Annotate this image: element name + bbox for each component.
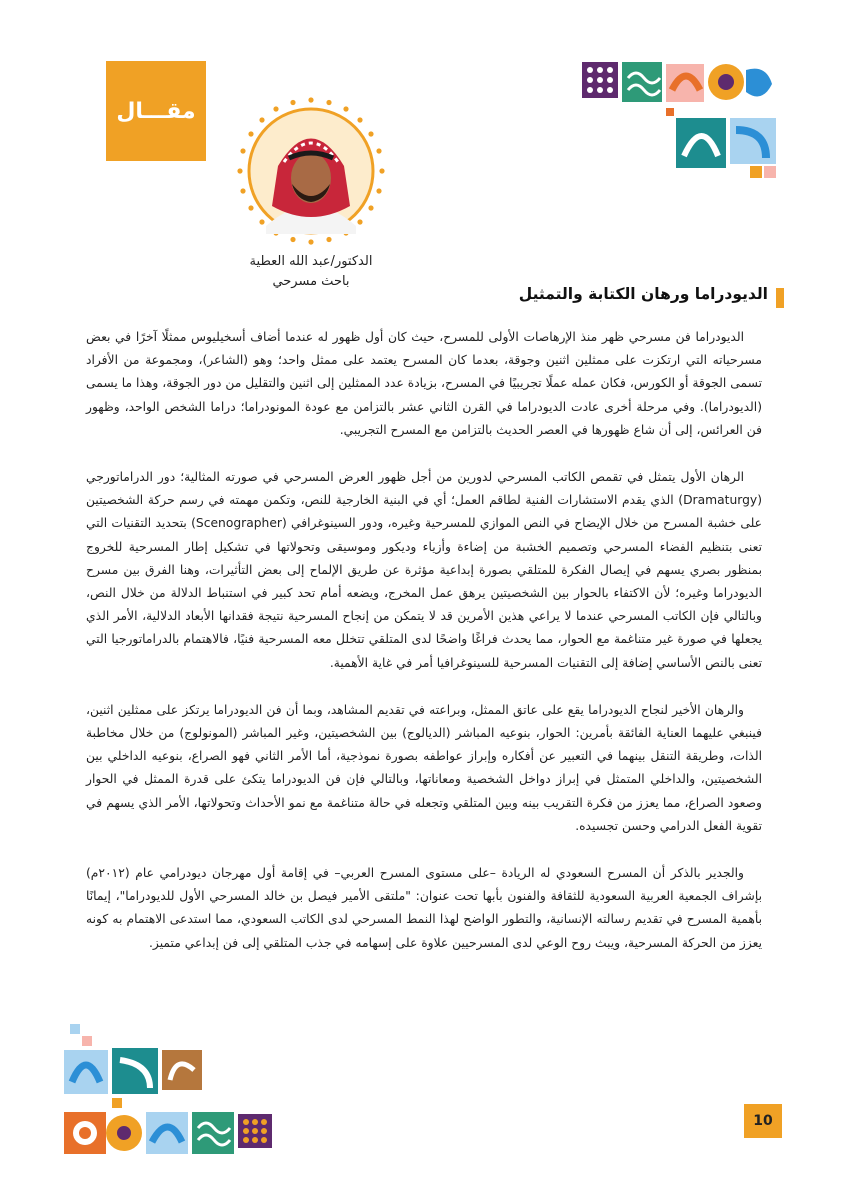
- article-paragraph: والجدير بالذكر أن المسرح السعودي له الريادة –على مستوى المسرح العربي– في إقامة أول مهرجان ديودرامي عام (٢٠١٢م) بإشراف الجمعية العربية السعودية للثقافة والفنون بأبها تحت عنوان: "ملتقى الأمير فيصل بن خالد المسرحي الأول للديودراما"، إيمانًا بأهمية المسرح في تقديم رسالته الإنسانية، والتطور الواضح لهذا النمط المسرحي لدى الكاتب السعودي، مما استدعى الاهتمام به كونه يعزز من الحركة المسرحية، ويبث روح الوعي لدى المسرحيين علاوة على إسهامه في جذب المتلقي إلى فن إبداعي متميز.: [86, 866, 762, 950]
- top-decoration-graphic: [576, 60, 786, 180]
- author-role: باحث مسرحي: [272, 274, 350, 289]
- section-badge: [106, 61, 206, 161]
- author-portrait: [236, 96, 386, 246]
- article-paragraph: الرهان الأول يتمثل في تقمص الكاتب المسرحي لدورين من أجل ظهور العرض المسرحي في صورته المثالية؛ دور الدراماتورجي (Dramaturgy) الذي يقدم الاستشارات الفنية لطاقم العمل؛ أي في البنية الخارجية للنص، وتكمن مهمته في رسم حركة الشخصيتين على خشبة المسرح من خلال الإيضاح في النص الموازي للمسرحية وغيره، ودور السينوغرافي (Scenographer) بتحديد التقنيات التي تعنى بتنظيم الفضاء المسرحي وتصميم الخشبة من إضاءة وأزياء وديكور وموسيقى وتحولاتها في تشكيل إطار المسرحية للخروج بمنظور بصري يسهم في إيصال الفكرة للمتلقي بصورة إبداعية مؤثرة عن طريق الإلماح إلى بعض التأثيرات، وهنا الفرق بين مسرح الديودراما وغيره؛ لأن الاكتفاء بالحوار بين الشخصيتين يرهق عمل المخرج، ويضعه أمام تحد كبير في استنباط الدلالة من خلال النص، وبالتالي فإن الكاتب المسرحي عندما لا يراعي هذين الأمرين قد لا يتمكن من إنجاح المسرحية نتيجة فقدانها الأبعاد الدلالية، الأمر الذي يجعلها في صورة غير متناغمة مع الحوار، مما يحدث فراغًا واضحًا لدى المتلقي تتخلل معه المسرحية فنيًا، فالاهتمام بالدراماتورجيا التي تعنى بالنص الأساسي إضافة إلى التقنيات المسرحية للسينوغرافيا أمر في غاية الأهمية.: [86, 470, 762, 670]
- page-number: 10: [744, 1104, 782, 1138]
- section-label: مقـــال: [116, 98, 196, 124]
- article-title: الديودراما ورهان الكتابة والتمثيل: [518, 285, 768, 303]
- bottom-decoration-graphic: [62, 1020, 272, 1160]
- author-name: الدكتور/عبد الله العطية: [249, 254, 373, 269]
- article-paragraph: الديودراما فن مسرحي ظهر منذ الإرهاصات الأولى للمسرح، حيث كان أول ظهور له عندما أضاف أسخيليوس ممثلًا آخرًا في بعض مسرحياته التي ارتكزت على ممثلين اثنين وجوقة، بعدما كان المسرح يعتمد على ممثل واحد؛ وهو (الشاعر)، ومجموعة من الأفراد تسمى الجوقة أو الكورس، فكان عمله عملًا تجريبيًا في المسرح، بزيادة عدد الممثلين إلى اثنين والتقليل من دور الجوقة، وهذا ما يسمى (الديودراما). وفي مرحلة أخرى عادت الديودراما في القرن الثاني عشر بالتزامن مع عودة المونودراما؛ دراما الشخص الواحد، وظهور فن العرائس، إلى أن شاع ظهورها في العصر الحديث بالتزامن مع المسرح التجريبي.: [86, 330, 762, 437]
- article-body: [86, 326, 762, 979]
- article-paragraph: والرهان الأخير لنجاح الديودراما يقع على عاتق الممثل، وبراعته في تقديم المشاهد، وبما أن فن الديودراما يرتكز على ممثلين اثنين، فينبغي عليهما العناية الفائقة بأمرين: الحوار، بنوعيه المباشر (الديالوج) بين الشخصيتين، وغير المباشر (المونولوج) من خلال مخاطبة الذات، وطريقة التنقل بينهما في التعبير عن أفكاره وإبراز عواطفه بصورة نموذجية، أما الأمر الثاني فهو الصراع، بنوعيه الداخلي بين الشخصيتين، والداخلي المتمثل في إبراز دواخل الشخصية ومعاناتها، وبالتالي فإن فن الديودراما يتكئ على قدرة الممثل في الحوار وصعود الصراع، مما يعزز من فكرة التقريب بينه وبين المتلقي وتجعله في حالة متناغمة مع نمو الأحداث وتحولاتها، الأمر الذي يسهم في تقوية الفعل الدرامي وحسن تجسيده.: [86, 702, 762, 833]
- title-accent-bar: [776, 288, 784, 308]
